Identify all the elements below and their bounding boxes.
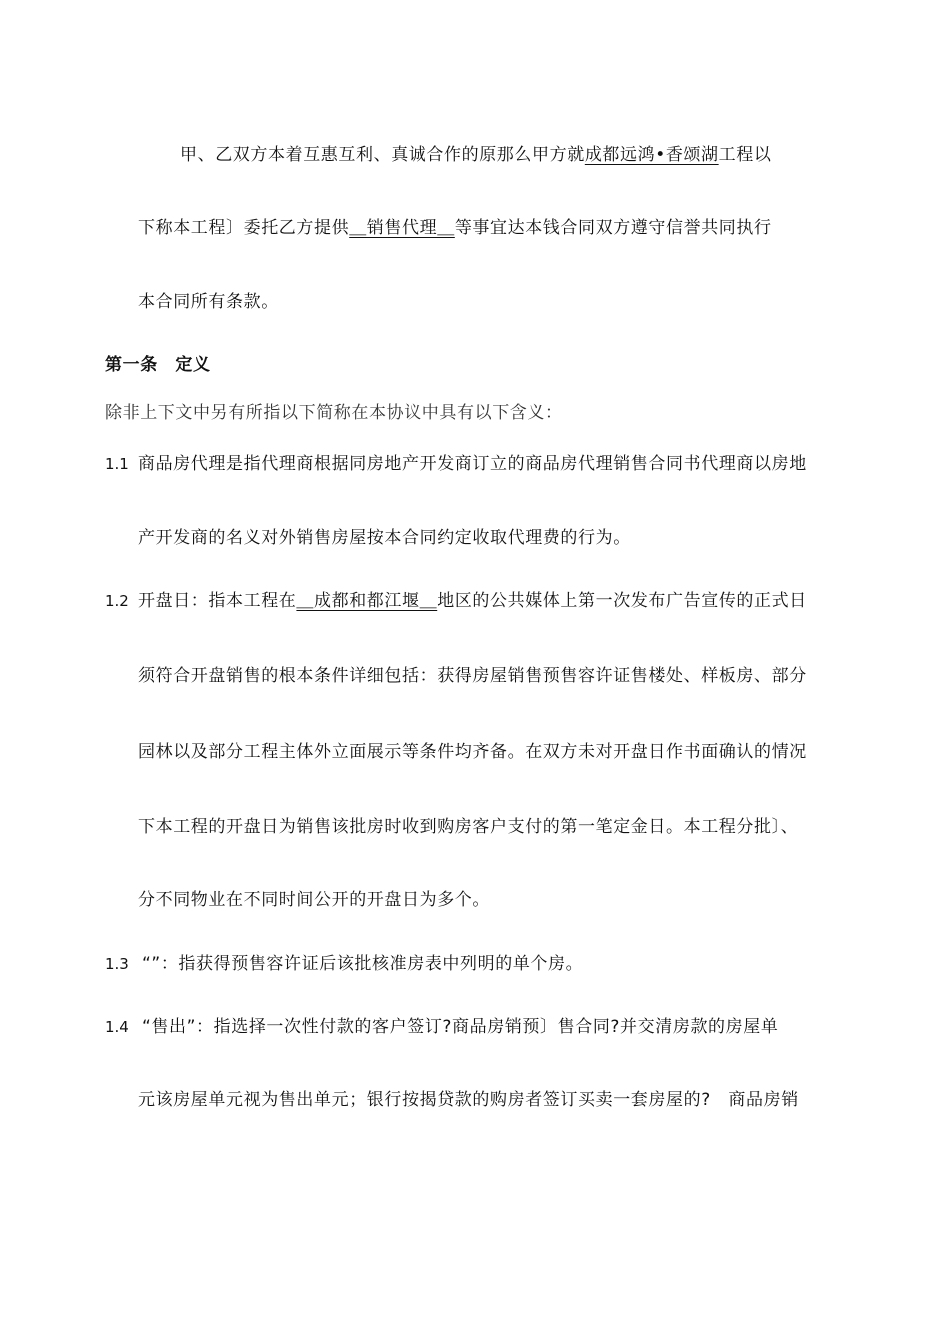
item-line: 元该房屋单元视为售出单元；银行按揭贷款的购房者签订买卖一套房屋的? 商品房销 xyxy=(138,1090,799,1110)
item-text: 开盘日：指本工程在 xyxy=(138,591,297,611)
project-name: 成都远鸿•香颂湖 xyxy=(584,145,719,165)
intro-line-2 xyxy=(138,216,772,240)
article-title: 第一条 定义 xyxy=(105,355,211,375)
location-name: ＿成都和都江堰＿ xyxy=(296,591,438,611)
intro-line-1 xyxy=(180,143,771,167)
intro-text: 工程以 xyxy=(718,145,772,165)
item-line: 分不同物业在不同时间公开的开盘日为多个。 xyxy=(138,890,490,910)
item-line: “售出”：指选择一次性付款的客户签订?商品房销预〕售合同?并交清房款的房屋单 xyxy=(142,1017,779,1037)
item-line: 须符合开盘销售的根本条件详细包括：获得房屋销售预售容许证售楼处、样板房、部分 xyxy=(138,666,807,686)
item-line: 下本工程的开盘日为销售该批房时收到购房客户支付的第一笔定金日。本工程分批〕、 xyxy=(138,817,799,837)
item-number: 1.2 xyxy=(105,592,129,610)
item-line: “”：指获得预售容许证后该批核准房表中列明的单个房。 xyxy=(142,954,584,974)
item-number: 1.3 xyxy=(105,955,129,973)
intro-text: 下称本工程〕委托乙方提供 xyxy=(138,218,350,238)
item-number: 1.1 xyxy=(105,455,129,473)
article-intro: 除非上下文中另有所指以下简称在本协议中具有以下含义： xyxy=(105,403,563,423)
intro-line-3: 本合同所有条款。 xyxy=(138,292,279,312)
item-line: 园林以及部分工程主体外立面展示等条件均齐备。在双方未对开盘日作书面确认的情况 xyxy=(138,742,807,762)
item-text: 地区的公共媒体上第一次发布广告宣传的正式日 xyxy=(437,591,807,611)
intro-text: 等事宜达本钱合同双方遵守信誉共同执行 xyxy=(454,218,772,238)
item-line: 商品房代理是指代理商根据同房地产开发商订立的商品房代理销售合同书代理商以房地 xyxy=(138,454,807,474)
item-number: 1.4 xyxy=(105,1018,129,1036)
item-line xyxy=(138,589,807,613)
intro-text: 甲、乙双方本着互惠互利、真诚合作的原那么甲方就 xyxy=(180,145,585,165)
service-type: ＿销售代理＿ xyxy=(349,218,455,238)
item-line: 产开发商的名义对外销售房屋按本合同约定收取代理费的行为。 xyxy=(138,528,631,548)
